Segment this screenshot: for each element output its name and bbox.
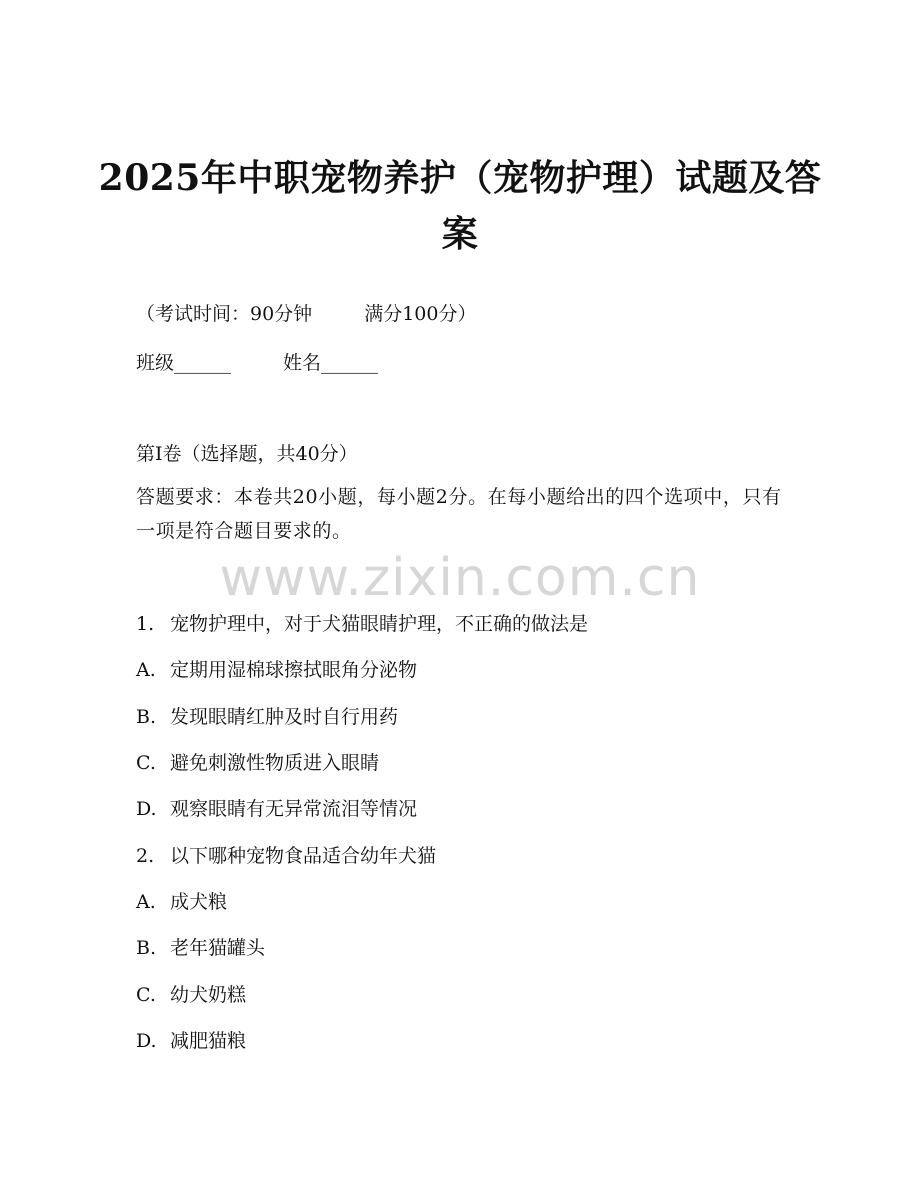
option-d — [136, 1029, 246, 1053]
class-label: 班级______ — [136, 352, 232, 374]
exam-meta — [136, 302, 476, 326]
option-text: 观察眼睛有无异常流泪等情况 — [170, 798, 418, 820]
question-stem — [136, 844, 436, 868]
option-text: 定期用湿棉球擦拭眼角分泌物 — [170, 659, 418, 681]
name-label: 姓名______ — [283, 352, 379, 374]
option-letter: B. — [136, 706, 157, 728]
option-text: 减肥猫粮 — [170, 1030, 247, 1052]
option-text: 成犬粮 — [170, 891, 228, 913]
question-text: 宠物护理中，对于犬猫眼睛护理，不正确的做法是 — [170, 613, 589, 635]
option-letter: B. — [136, 937, 157, 959]
option-c — [136, 751, 379, 775]
option-text: 幼犬奶糕 — [170, 984, 247, 1006]
exam-time: （考试时间：90分钟 — [136, 303, 313, 325]
option-text: 老年猫罐头 — [170, 937, 266, 959]
option-letter: C. — [136, 984, 156, 1006]
student-info — [136, 351, 378, 375]
option-text: 避免刺激性物质进入眼睛 — [170, 752, 380, 774]
option-letter: D. — [136, 1030, 157, 1052]
full-score: 满分100分） — [364, 303, 477, 325]
option-a — [136, 890, 227, 914]
question-text: 以下哪种宠物食品适合幼年犬猫 — [170, 845, 437, 867]
option-letter: C. — [136, 752, 156, 774]
watermark: www.zixin.com.cn — [219, 548, 701, 608]
instructions: 答题要求：本卷共20小题，每小题2分。在每小题给出的四个选项中，只有一项是符合题目要求的。 — [136, 486, 782, 542]
option-letter: A. — [136, 659, 156, 681]
option-a — [136, 658, 417, 682]
option-b — [136, 936, 265, 960]
option-b — [136, 705, 398, 729]
question-stem — [136, 612, 588, 636]
option-letter: A. — [136, 891, 156, 913]
question-number: 1. — [136, 613, 155, 635]
section-title: 第I卷（选择题，共40分） — [136, 443, 358, 465]
document-title: 2025年中职宠物养护（宠物护理）试题及答案 — [98, 157, 822, 255]
option-c — [136, 983, 246, 1007]
option-letter: D. — [136, 798, 157, 820]
option-text: 发现眼睛红肿及时自行用药 — [170, 706, 399, 728]
question-number: 2. — [136, 845, 155, 867]
option-d — [136, 797, 417, 821]
